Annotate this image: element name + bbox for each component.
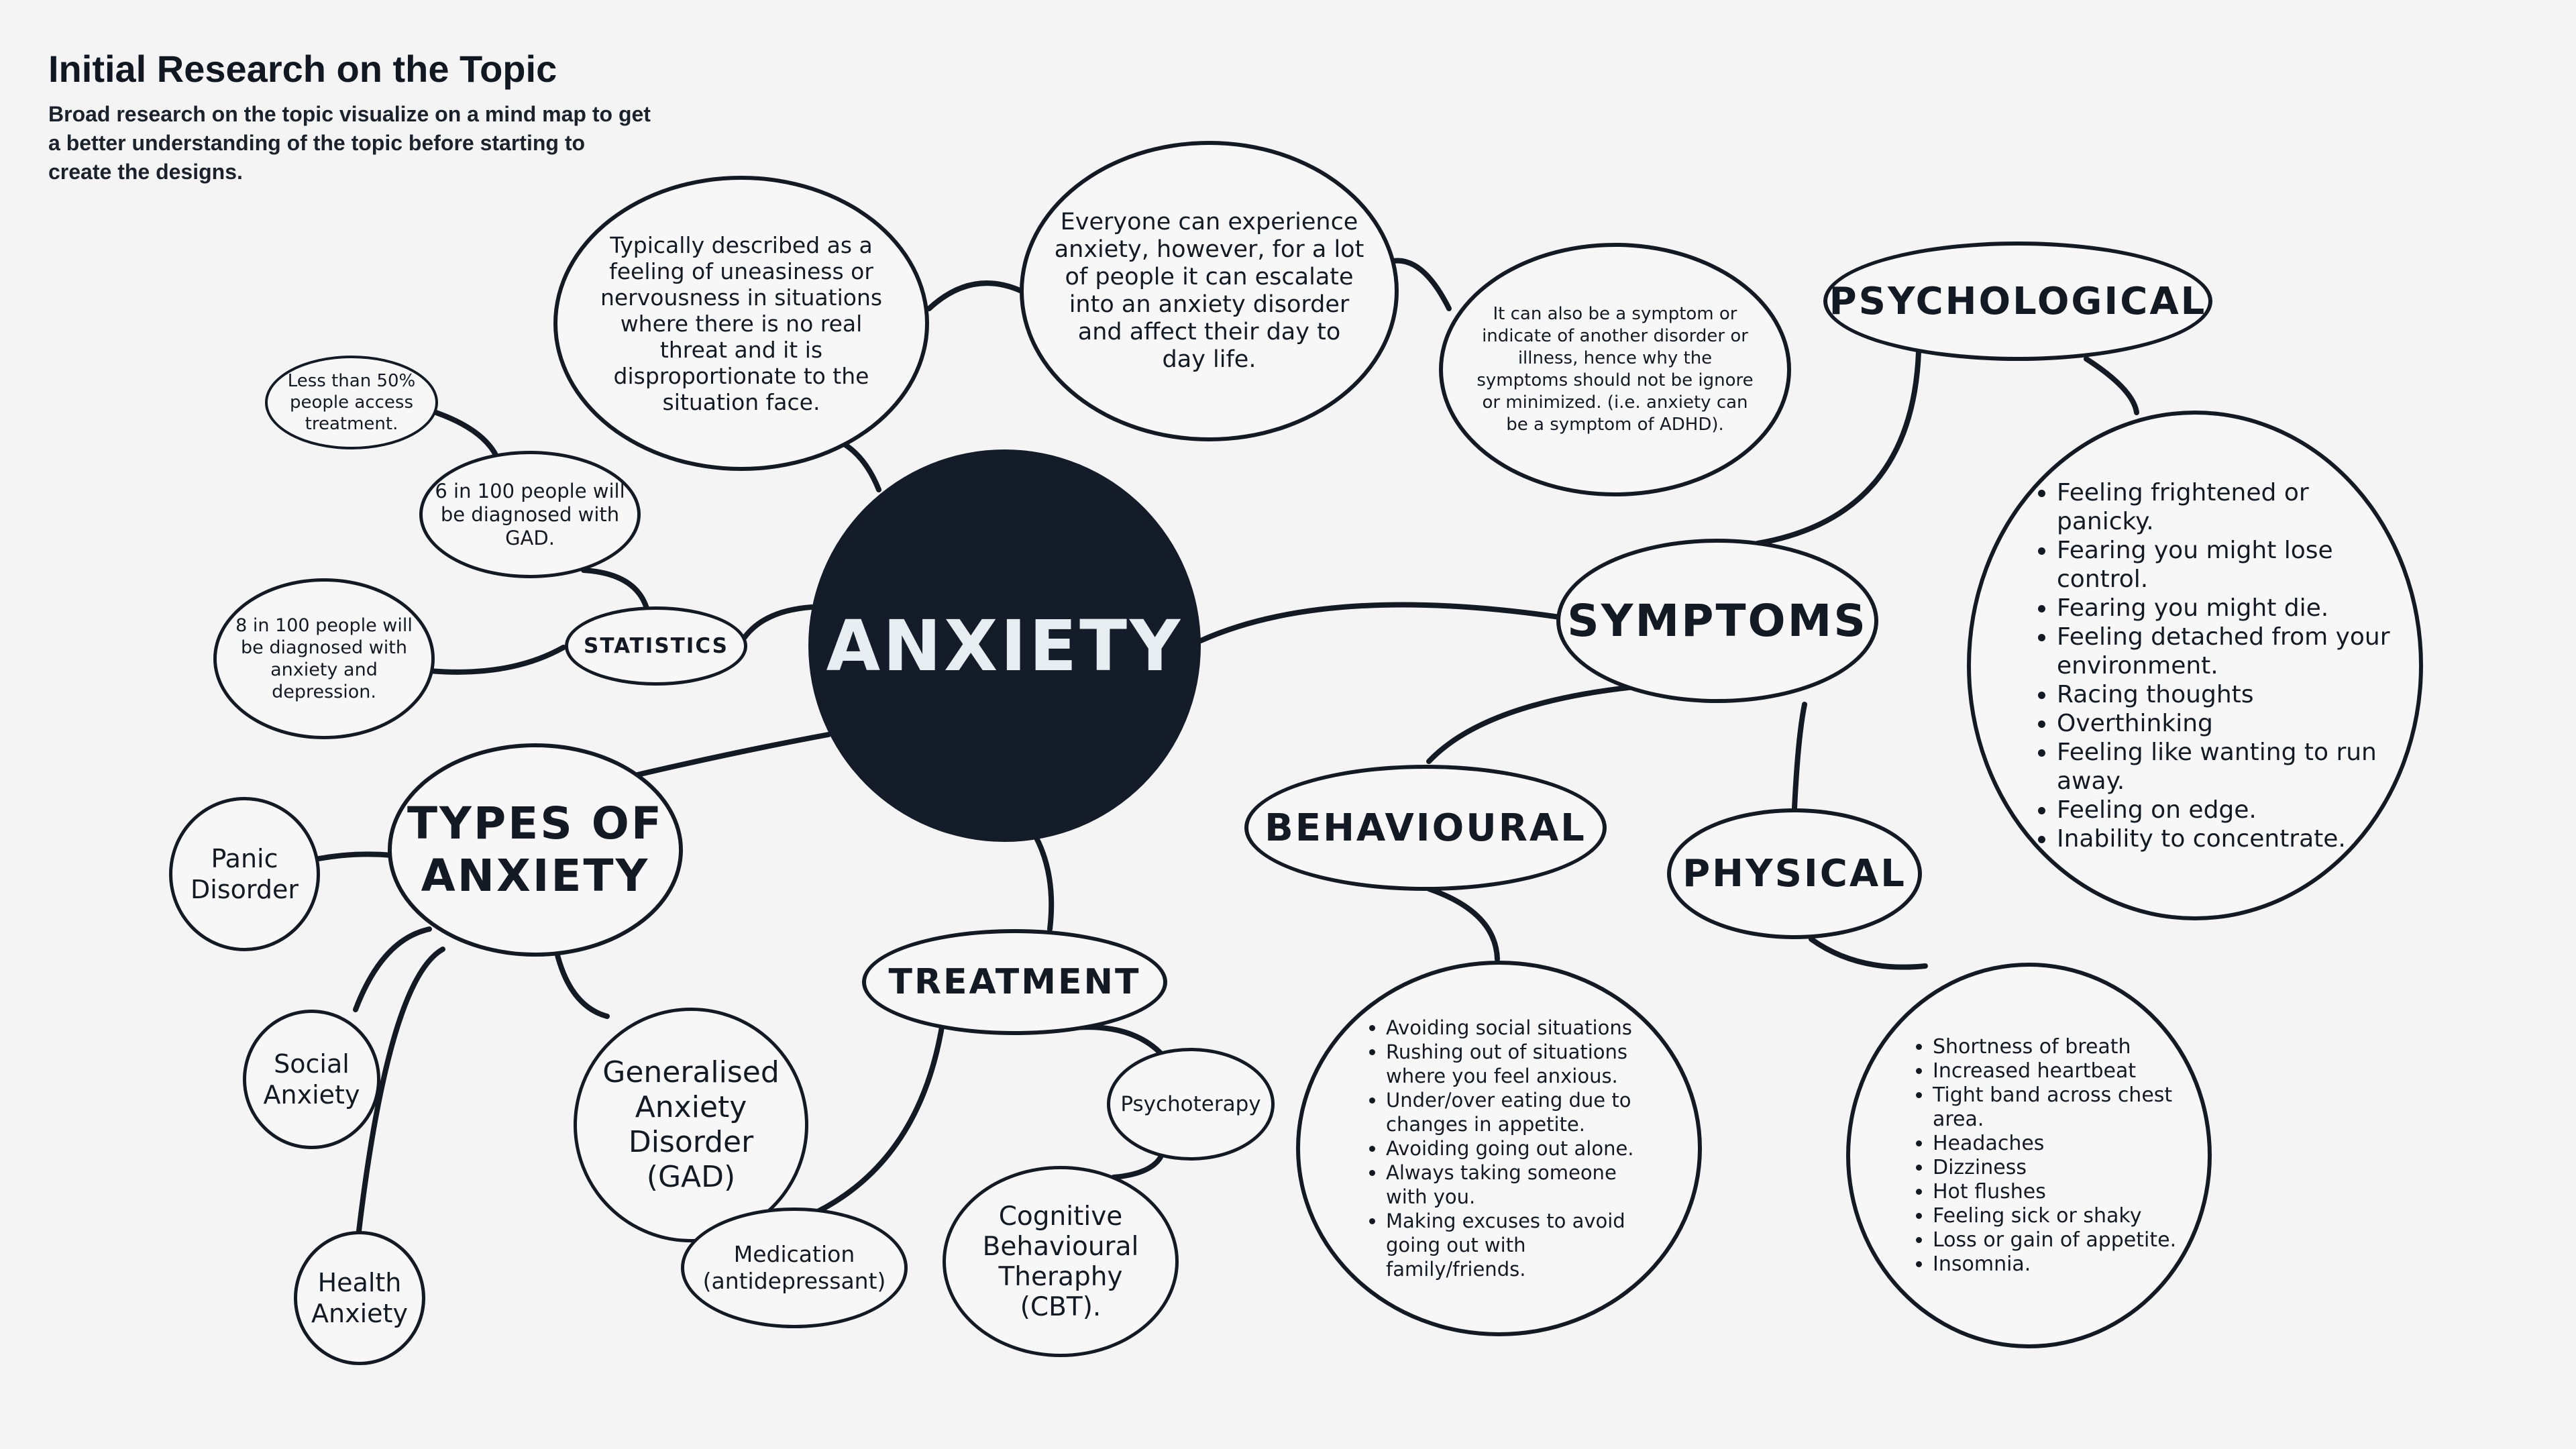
info-text-typical: Typically described as a feeling of uneasiness or nervousness in situations where there is no real threat and it is disproportionate to the situation face.	[600, 231, 883, 415]
list-item: • Inability to concentrate.	[2057, 824, 2399, 853]
type-node-social	[243, 1010, 380, 1149]
list-item: • Under/over eating due to changes in appetite.	[1386, 1088, 1658, 1136]
info-node-everyone	[1020, 141, 1399, 441]
link-types-panic	[319, 854, 392, 859]
branch-node-symptoms	[1556, 539, 1878, 703]
list-item: • Avoiding going out alone.	[1386, 1136, 1658, 1161]
type-node-panic	[169, 797, 320, 951]
link-symptoms-phys	[1794, 704, 1805, 808]
stat-text-eight-in: 8 in 100 people will be diagnosed with anxiety and depression.	[235, 615, 413, 702]
link-stats-six	[584, 570, 647, 610]
list-item: • Feeling like wanting to run away.	[2057, 738, 2399, 796]
info-node-typical	[553, 176, 929, 471]
treatment-node-psychotherapy	[1107, 1048, 1275, 1161]
stat-node-six-in	[419, 451, 641, 578]
branch-node-physical	[1667, 808, 1922, 939]
treatment-text-medication: Medication (antidepressant)	[702, 1241, 886, 1294]
page-title: Initial Research on the Topic	[48, 48, 557, 90]
list-node-behavioural	[1296, 961, 1702, 1336]
link-phys-list	[1811, 939, 1925, 967]
info-text-everyone: Everyone can experience anxiety, however, for a lot of people it can escalate into an anxiety disorder and affect their day to day life.	[1054, 209, 1364, 373]
stat-text-less-than: Less than 50% people access treatment.	[287, 371, 416, 434]
list-item: • Rushing out of situations where you feel anxious.	[1386, 1040, 1658, 1088]
treatment-text-psychotherapy: Psychoterapy	[1120, 1092, 1261, 1116]
list-item: • Feeling on edge.	[2057, 796, 2399, 824]
list-item: • Dizziness	[1933, 1156, 2181, 1180]
link-psych-list	[2086, 359, 2137, 413]
branch-label-treatment: TREATMENT	[888, 962, 1141, 1002]
list-item: • Shortness of breath	[1933, 1035, 2181, 1059]
branch-node-psychological	[1823, 241, 2212, 361]
branch-label-behavioural: BEHAVIOURAL	[1265, 806, 1587, 850]
list-item: • Racing thoughts	[2057, 680, 2399, 709]
type-node-health	[294, 1231, 425, 1365]
stat-node-less-than	[265, 356, 438, 449]
link-types-gad	[557, 953, 607, 1016]
psychological-list	[2025, 478, 2399, 853]
branch-label-types: TYPES OF ANXIETY	[407, 798, 663, 902]
branch-node-statistics	[565, 606, 747, 686]
info-text-symptom-of: It can also be a symptom or indicate of another disorder or illness, hence why the symptoms should not be ignore or minimized. (i.e. anxiety can be a symptom of ADHD).	[1477, 304, 1754, 435]
link-six-lessthan	[436, 413, 496, 456]
branch-label-statistics: STATISTICS	[584, 634, 729, 658]
core-label: ANXIETY	[826, 604, 1183, 687]
link-typical-everyone	[929, 283, 1023, 309]
link-core-stats	[745, 607, 812, 637]
info-node-symptom-of	[1439, 243, 1791, 496]
link-core-treatment	[1033, 832, 1051, 929]
link-core-symptoms	[1201, 604, 1560, 641]
type-text-health: Health Anxiety	[311, 1268, 408, 1328]
stat-text-six-in: 6 in 100 people will be diagnosed with GAD.	[435, 479, 625, 549]
list-item: • Headaches	[1933, 1132, 2181, 1156]
branch-node-treatment	[862, 929, 1167, 1035]
list-item: • Fearing you might die.	[2057, 594, 2399, 623]
branch-label-physical: PHYSICAL	[1682, 852, 1907, 896]
physical-list	[1900, 1035, 2181, 1277]
branch-label-psychological: PSYCHOLOGICAL	[1829, 279, 2207, 323]
type-text-panic: Panic Disorder	[191, 844, 299, 904]
link-symptoms-behav	[1429, 684, 1664, 761]
list-item: • Tight band across chest area.	[1933, 1083, 2181, 1132]
core-node-anxiety	[808, 449, 1201, 842]
link-behav-list	[1429, 889, 1497, 959]
branch-node-types	[388, 743, 683, 957]
list-item: • Feeling sick or shaky	[1933, 1204, 2181, 1228]
list-item: • Insomnia.	[1933, 1252, 2181, 1277]
list-item: • Loss or gain of appetite.	[1933, 1228, 2181, 1252]
branch-label-symptoms: SYMPTOMS	[1567, 595, 1868, 647]
list-item: • Hot flushes	[1933, 1180, 2181, 1204]
list-item: • Feeling frightened or panicky.	[2057, 478, 2399, 536]
list-node-psychological	[1967, 411, 2423, 920]
branch-node-behavioural	[1244, 765, 1607, 891]
list-item: • Always taking someone with you.	[1386, 1161, 1658, 1209]
treatment-text-cbt: Cognitive Behavioural Theraphy (CBT).	[982, 1201, 1139, 1322]
stat-node-eight-in	[213, 578, 435, 739]
list-node-physical	[1846, 963, 2212, 1348]
type-node-gad	[574, 1008, 808, 1242]
treatment-node-medication	[681, 1208, 908, 1328]
treatment-node-cbt	[943, 1166, 1179, 1357]
link-core-types	[637, 735, 828, 775]
type-text-gad: Generalised Anxiety Disorder (GAD)	[602, 1055, 780, 1194]
link-treatment-psycho	[1073, 1027, 1164, 1057]
link-stats-eight	[429, 647, 564, 672]
type-text-social: Social Anxiety	[263, 1049, 360, 1110]
list-item: • Making excuses to avoid going out with family/friends.	[1386, 1209, 1658, 1281]
list-item: • Fearing you might lose control.	[2057, 536, 2399, 594]
link-psycho-cbt	[1114, 1157, 1161, 1177]
link-types-social	[356, 929, 429, 1010]
list-item: • Increased heartbeat	[1933, 1059, 2181, 1083]
list-item: • Overthinking	[2057, 709, 2399, 738]
link-treatment-med	[805, 1023, 943, 1218]
list-item: • Feeling detached from your environment.	[2057, 623, 2399, 680]
page-subtitle: Broad research on the topic visualize on a mind map to get a better understanding of the topic before starting to create the designs.	[48, 102, 651, 184]
behavioural-list	[1354, 1016, 1658, 1281]
list-item: • Avoiding social situations	[1386, 1016, 1658, 1040]
link-core-typical	[842, 443, 879, 490]
